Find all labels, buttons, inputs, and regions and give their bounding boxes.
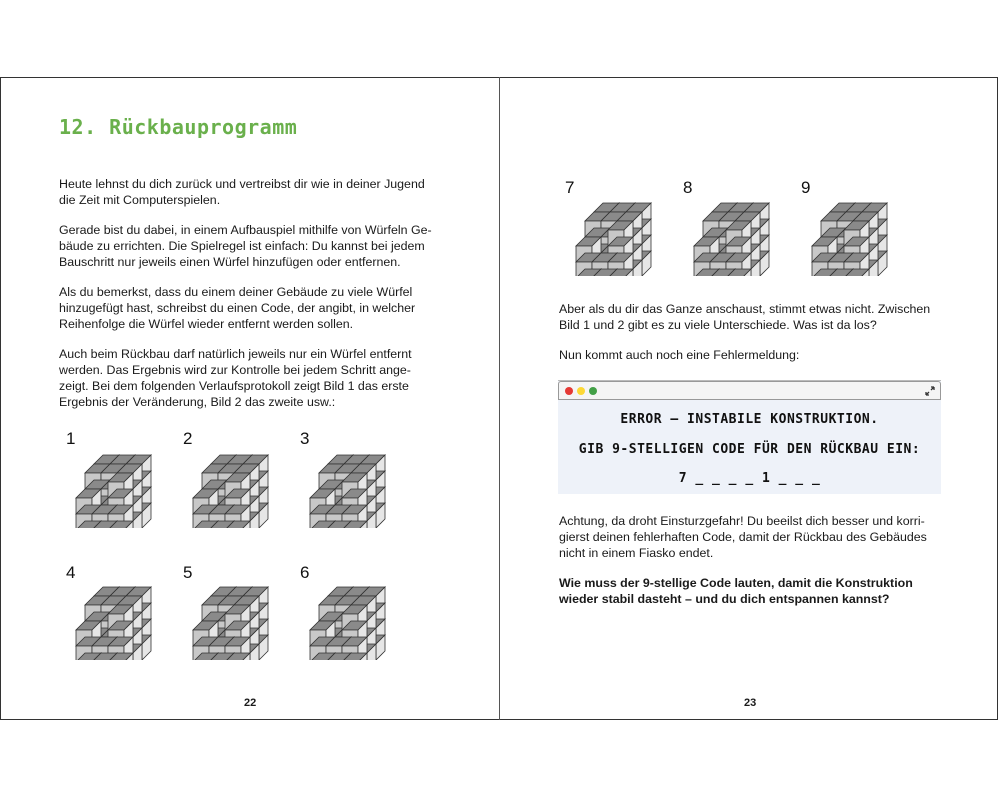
cube-figure-1	[73, 428, 173, 528]
problem-paragraph: Aber als du dir das Ganze anschaust, stimmt etwas nicht. Zwischen Bild 1 und 2 gibt es zu viele Unterschiede. Was ist da los?	[559, 302, 931, 332]
page-title: 12. Rückbauprogramm	[59, 115, 298, 139]
cube-figure-9	[809, 176, 909, 276]
error-intro-paragraph: Nun kommt auch noch eine Fehlermeldung:	[559, 348, 800, 362]
figure-label-9: 9	[801, 178, 811, 197]
cube-figure-6	[307, 560, 407, 660]
cube-figure-5	[190, 560, 290, 660]
page-gutter	[499, 77, 500, 720]
code-paragraph: Als du bemerkst, dass du einem deiner Gebäude zu viele Würfel hinzugefügt hast, schreibst du einen Code, der angibt, in welcher Reihenfolge die Würfel wieder entfernt werden sollen.	[59, 285, 416, 331]
question-paragraph: Wie muss der 9-stellige Code lauten, damit die Konstruktion wieder stabil dasteht – und du dich entspannen kannst?	[559, 576, 913, 606]
figure-label-8: 8	[683, 178, 693, 197]
figure-label-4: 4	[66, 563, 76, 582]
cube-figure-7	[573, 176, 673, 276]
warning-paragraph: Achtung, da droht Einsturzgefahr! Du beeilst dich besser und korri- gierst deinen fehlerhaften Code, damit der Rückbau des Gebäudes nicht in einem Fiasko endet.	[559, 514, 927, 560]
code-input-display[interactable]: 7 _ _ _ _ 1 _ _ _	[678, 471, 821, 486]
expand-icon[interactable]	[925, 386, 935, 396]
figure-label-2: 2	[183, 429, 193, 448]
cube-figure-8	[691, 176, 791, 276]
cube-figure-4	[73, 560, 173, 660]
close-dot-icon[interactable]	[565, 387, 573, 395]
intro-paragraph: Heute lehnst du dich zurück und vertreibst dir wie in deiner Jugend die Zeit mit Computerspielen.	[59, 177, 425, 207]
figure-label-7: 7	[565, 178, 575, 197]
error-line-2: GIB 9-STELLIGEN CODE FÜR DEN RÜCKBAU EIN:	[578, 442, 921, 457]
page-number-left: 22	[244, 697, 257, 709]
rules-paragraph: Gerade bist du dabei, in einem Aufbauspiel mithilfe von Würfeln Ge- bäude zu errichten. Die Spielregel ist einfach: Du kannst bei jedem Bauschritt nur jeweils einen Würfel hinzufügen oder entfernen.	[59, 223, 432, 269]
maximize-dot-icon[interactable]	[589, 387, 597, 395]
cube-figure-3	[307, 428, 407, 528]
minimize-dot-icon[interactable]	[577, 387, 585, 395]
page-number-right: 23	[744, 697, 757, 709]
figure-label-6: 6	[300, 563, 310, 582]
figure-label-1: 1	[66, 429, 76, 448]
protocol-paragraph: Auch beim Rückbau darf natürlich jeweils nur ein Würfel entfernt werden. Das Ergebnis wird zur Kontrolle bei jedem Schritt ange- zeigt. Bei dem folgenden Verlaufsprotokoll zeigt Bild 1 das erste Ergebnis der Veränderung, Bild 2 das zweite usw.:	[59, 347, 412, 409]
error-line-1: ERROR – INSTABILE KONSTRUKTION.	[620, 412, 879, 427]
window-titlebar	[558, 381, 941, 400]
figure-label-3: 3	[300, 429, 310, 448]
error-window	[558, 380, 941, 494]
figure-label-5: 5	[183, 563, 193, 582]
cube-figure-2	[190, 428, 290, 528]
